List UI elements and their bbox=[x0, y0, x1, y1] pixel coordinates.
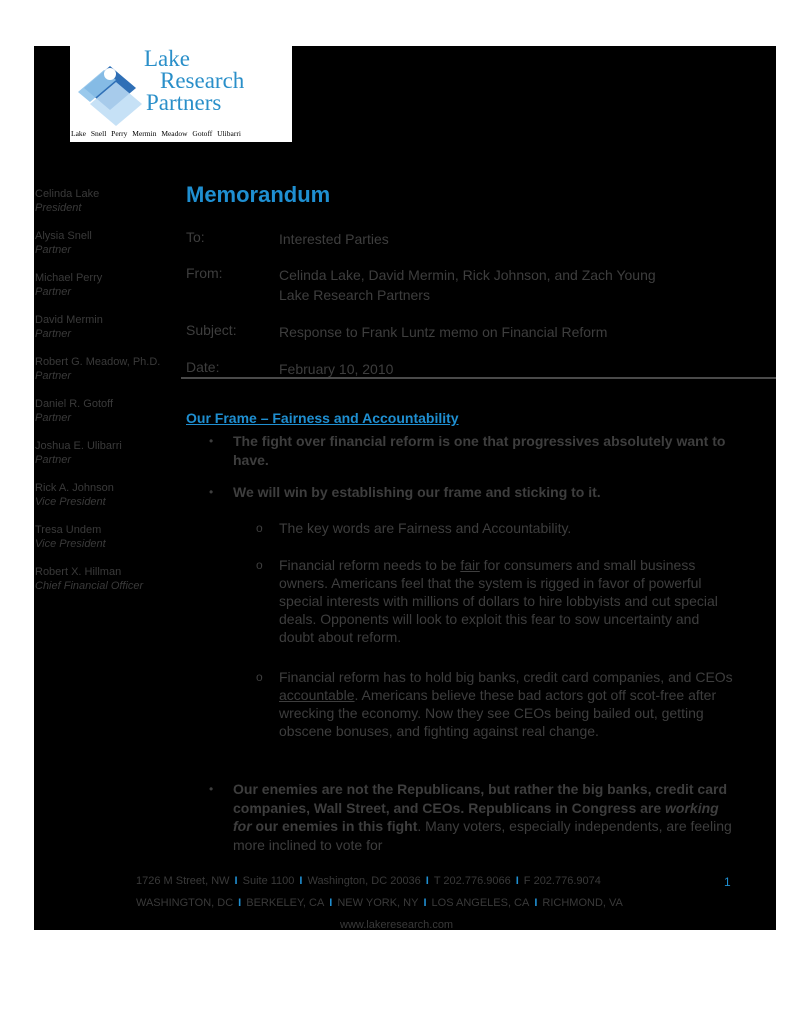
footer-separator: I bbox=[425, 875, 429, 887]
underlined-word: accountable bbox=[279, 687, 355, 703]
staff-entry bbox=[35, 229, 185, 271]
sub-bullet-text bbox=[279, 668, 735, 740]
header-divider bbox=[181, 377, 776, 379]
footer-street: 1726 M Street, NW bbox=[136, 875, 230, 887]
text-run: for consumers and small business owners. Americans feel that the system is rigged in favor of powerful special interests with millions of dollars to hire lobbyists and cut special deals. Opponents will look to exploit this fear to sow uncertainty and doubt about reform. bbox=[279, 557, 718, 645]
staff-entry bbox=[35, 313, 185, 355]
text-run: Financial reform needs to be bbox=[279, 557, 461, 573]
staff-entry bbox=[35, 439, 185, 481]
company-logo bbox=[70, 46, 292, 142]
bullet-icon: • bbox=[209, 782, 214, 796]
footer-office: WASHINGTON, DC bbox=[136, 897, 234, 909]
document-page bbox=[34, 46, 776, 930]
footer-website-link[interactable]: www.lakeresearch.com bbox=[340, 919, 454, 931]
text-run: Financial reform has to hold big banks, credit card companies, and CEOs bbox=[279, 669, 733, 685]
staff-name: Robert G. Meadow, Ph.D. bbox=[35, 356, 161, 368]
footer-separator: I bbox=[515, 875, 519, 887]
staff-entry bbox=[35, 355, 185, 397]
logo-partner-names: Lake Snell Perry Mermin Meadow Gotoff Ulibarri bbox=[71, 129, 241, 138]
from-value bbox=[279, 265, 749, 305]
sub-bullet-text bbox=[279, 556, 735, 646]
date-label: Date: bbox=[186, 359, 220, 375]
logo-line-1: Lake bbox=[144, 46, 190, 71]
footer-separator: I bbox=[238, 897, 242, 909]
circle-bullet-icon: o bbox=[256, 670, 263, 684]
staff-entry bbox=[35, 565, 185, 607]
staff-title: Vice President bbox=[35, 496, 106, 508]
staff-title: Partner bbox=[35, 412, 72, 424]
staff-entry bbox=[35, 187, 185, 229]
puzzle-piece-icon bbox=[70, 46, 150, 126]
staff-title: Partner bbox=[35, 454, 72, 466]
bullet-text: The fight over financial reform is one that progressives absolutely want to have. bbox=[233, 433, 726, 468]
staff-sidebar bbox=[35, 187, 185, 607]
emphasis-text: working for bbox=[233, 799, 719, 834]
to-label: To: bbox=[186, 229, 205, 245]
staff-name: Daniel R. Gotoff bbox=[35, 398, 114, 410]
staff-title: Partner bbox=[35, 244, 72, 256]
footer-city: Washington, DC 20036 bbox=[307, 875, 421, 887]
footer-office: NEW YORK, NY bbox=[337, 897, 419, 909]
from-names: Celinda Lake, David Mermin, Rick Johnson, and Zach Young bbox=[279, 267, 656, 283]
footer-offices-line bbox=[136, 897, 736, 909]
staff-name: Joshua E. Ulibarri bbox=[35, 440, 122, 452]
staff-title: Vice President bbox=[35, 538, 106, 550]
footer-office: LOS ANGELES, CA bbox=[431, 897, 530, 909]
staff-title: Chief Financial Officer bbox=[35, 580, 144, 592]
footer-separator: I bbox=[299, 875, 303, 887]
logo-wordmark bbox=[144, 48, 244, 114]
footer-office: RICHMOND, VA bbox=[542, 897, 623, 909]
footer-separator: I bbox=[329, 897, 333, 909]
logo-line-3: Partners bbox=[146, 90, 222, 115]
from-organization: Lake Research Partners bbox=[279, 287, 430, 303]
bullet-text bbox=[233, 780, 733, 854]
sub-bullet-text: The key words are Fairness and Accountability. bbox=[279, 520, 572, 536]
staff-title: Partner bbox=[35, 328, 72, 340]
staff-name: Rick A. Johnson bbox=[35, 482, 114, 494]
bullet-icon: • bbox=[209, 434, 214, 448]
underlined-word: fair bbox=[460, 557, 480, 573]
logo-line-2: Research bbox=[160, 68, 245, 93]
from-label: From: bbox=[186, 265, 223, 281]
footer-telephone: T 202.776.9066 bbox=[433, 875, 511, 887]
text-run: . Americans believe these bad actors got off scot-free after wrecking the economy. Now they see CEOs being bailed out, getting obscene bonuses, and fighting against real change. bbox=[279, 687, 717, 739]
circle-bullet-icon: o bbox=[256, 521, 263, 535]
text-run: our enemies in this fight bbox=[251, 818, 418, 834]
staff-entry bbox=[35, 481, 185, 523]
subject-value: Response to Frank Luntz memo on Financial Reform bbox=[279, 324, 608, 340]
staff-entry bbox=[35, 523, 185, 565]
memo-title: Memorandum bbox=[186, 182, 331, 207]
footer-separator: I bbox=[234, 875, 238, 887]
page-number: 1 bbox=[724, 875, 731, 889]
staff-name: Alysia Snell bbox=[35, 230, 92, 242]
staff-name: Celinda Lake bbox=[35, 188, 100, 200]
staff-entry bbox=[35, 271, 185, 313]
footer-suite: Suite 1100 bbox=[242, 875, 295, 887]
footer-separator: I bbox=[423, 897, 427, 909]
subject-label: Subject: bbox=[186, 322, 237, 338]
text-run: Our enemies are not the Republicans, but rather the big banks, credit card companies, Wall Street, and CEOs. Republicans in Congress are bbox=[233, 781, 728, 816]
staff-name: Michael Perry bbox=[35, 272, 103, 284]
footer-separator: I bbox=[534, 897, 538, 909]
circle-bullet-icon: o bbox=[256, 558, 263, 572]
staff-name: Tresa Undem bbox=[35, 524, 102, 536]
footer-address-line bbox=[136, 875, 696, 887]
text-run: . Many voters, especially independents, are feeling more inclined to vote for bbox=[233, 818, 732, 853]
staff-title: Partner bbox=[35, 370, 72, 382]
staff-entry bbox=[35, 397, 185, 439]
bullet-icon: • bbox=[209, 485, 214, 499]
staff-title: President bbox=[35, 202, 82, 214]
staff-name: David Mermin bbox=[35, 314, 103, 326]
footer-office: BERKELEY, CA bbox=[246, 897, 325, 909]
staff-name: Robert X. Hillman bbox=[35, 566, 122, 578]
staff-title: Partner bbox=[35, 286, 72, 298]
footer-fax: F 202.776.9074 bbox=[523, 875, 601, 887]
bullet-text: We will win by establishing our frame and sticking to it. bbox=[233, 484, 601, 500]
to-value: Interested Parties bbox=[279, 231, 389, 247]
date-value: February 10, 2010 bbox=[279, 361, 394, 377]
section-heading: Our Frame – Fairness and Accountability bbox=[186, 410, 459, 426]
